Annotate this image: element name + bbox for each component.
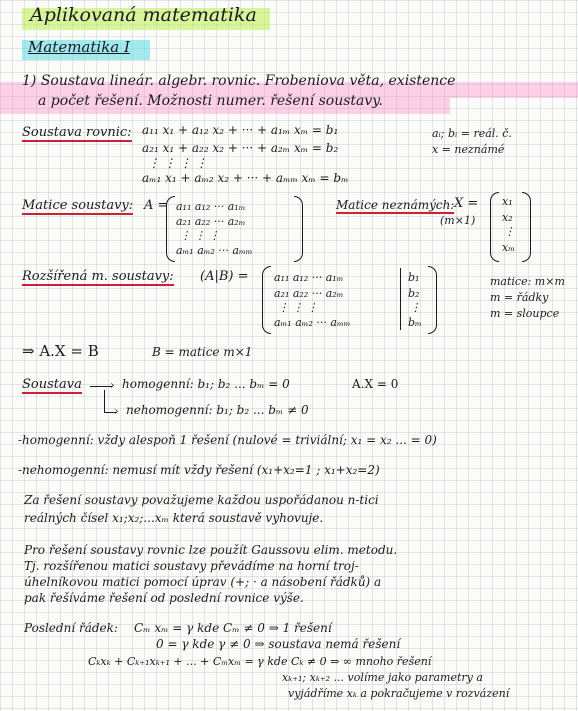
para2-line-2: Tj. rozšířenou matici soustavy převádíme na horní troj- [24,559,359,573]
extended-b2: b₂ [408,287,420,300]
homog-line: -homogenní: vždy alespoň 1 řešení (nulové = triviální; x₁ = x₂ ... = 0) [18,433,437,447]
matrix-a-row-1: a₁₁ a₁₂ ··· a₁ₘ [176,200,246,213]
matrix-a-row-2: a₂₁ a₂₂ ··· a₂ₘ [176,215,246,228]
extended-note-2: m = řádky [490,291,549,304]
matrix-x-right-paren [522,192,531,262]
system-eq-2: a₂₁ x₁ + a₂₂ x₂ + ··· + a₂ₘ xₘ = b₂ [142,141,339,155]
question-line-1: 1) Soustava lineár. algebr. rovnic. Frobeniova věta, existence [22,73,456,89]
extended-note-1: matice: m×m [490,275,565,288]
matrix-a-right-paren [294,196,303,262]
system-label: Soustava rovnic: [22,125,132,140]
extended-row-2: a₂₁ a₂₂ ··· a₂ₘ [274,287,344,300]
arrow-branch-icon [104,390,105,412]
extended-row-1: a₁₁ a₁₂ ··· a₁ₘ [274,271,344,284]
extended-lhs: (A|B) = [200,269,249,284]
matrix-x-dim: (m×1) [440,214,476,227]
matrix-a-row-3: ⋮ ⋮ ⋮ [180,229,220,242]
last-row-4: xₖ₊₁; xₖ₊₂ ... volíme jako parametry a [282,671,483,684]
extended-row-4: aₘ₁ aₘ₂ ··· aₘₘ [274,316,351,329]
extended-b4: bₘ [408,316,422,329]
matrix-a-label: Matice soustavy: [22,198,134,213]
extended-label: Rozšířená m. soustavy: [22,269,174,284]
extended-row-3: ⋮ ⋮ ⋮ [278,301,318,314]
types-homog-eq: A.X = 0 [352,377,399,391]
extended-right-paren [428,266,437,334]
para2-line-3: úhelníkovou matici pomocí úprav (+; · a násobení řádků) a [24,575,382,589]
system-eq-m: aₘ₁ x₁ + aₘ₂ x₂ + ··· + aₘₘ xₘ = bₘ [142,171,349,185]
axb-equation: ⇒ A.X = B [22,342,99,360]
axb-note: B = matice m×1 [152,345,253,359]
para2-line-1: Pro řešení soustavy rovnic lze použít Gaussovu elim. metodu. [24,543,398,557]
arrow-head-1-icon: › [110,378,115,392]
system-note-1: aᵢ; bᵢ = reál. č. [432,127,512,140]
system-eq-1: a₁₁ x₁ + a₁₂ x₂ + ··· + a₁ₘ xₘ = b₁ [142,123,339,137]
arrow-head-2-icon: › [114,404,119,418]
last-row-label: Poslední řádek: [24,621,118,635]
arrow-homog-icon [90,386,112,387]
page-subtitle: Matematika I [28,38,130,56]
matrix-x-e2: x₂ [502,211,513,224]
matrix-x-lhs: X = [454,196,479,211]
para2-line-4: pak řešíváme řešení od poslední rovnice výše. [24,591,304,605]
extended-b3: ⋮ [410,301,421,314]
matrix-a-left-paren [166,196,175,262]
question-line-2: a počet řešení. Možnosti numer. řešení soustavy. [38,93,383,109]
last-row-3: Cₖxₖ + Cₖ₊₁xₖ₊₁ + ... + Cₘxₘ = γ kde Cₖ ≠ 0 ⇒ ∞ mnoho řešení [88,655,432,668]
system-dots: ⋮ ⋮ ⋮ ⋮ [148,156,208,170]
matrix-a-lhs: A = [144,198,169,213]
last-row-1: Cₘ xₘ = γ kde Cₘ ≠ 0 ⇒ 1 řešení [134,621,332,635]
matrix-a-row-4: aₘ₁ aₘ₂ ··· aₘₘ [176,244,253,257]
system-note-2: x = neznámé [432,143,505,156]
extended-separator [400,268,401,330]
nehomog-line: -nehomogenní: nemusí mít vždy řešení (x₁+x₂=1 ; x₁+x₂=2) [18,463,380,477]
matrix-x-e4: xₘ [502,241,515,254]
matrix-x-e1: x₁ [502,195,513,208]
matrix-x-left-paren [490,192,499,262]
matrix-x-e3: ⋮ [504,225,515,238]
para1-line-2: reálných čísel x₁;x₂;...xₘ která soustavě vyhovuje. [24,511,324,525]
last-row-5: vyjádříme xₖ a pokračujeme v rozvázení [288,687,510,700]
page-title: Aplikovaná matematika [30,4,257,26]
types-label: Soustava [22,377,82,392]
last-row-2: 0 = γ kde γ ≠ 0 ⇒ soustava nemá řešení [156,637,401,651]
matrix-x-label: Matice neznámých: [336,198,455,212]
types-homog: homogenní: b₁; b₂ ... bₘ = 0 [122,377,290,391]
extended-left-paren [262,266,271,334]
extended-b1: b₁ [408,271,420,284]
para1-line-1: Za řešení soustavy považujeme každou uspořádanou n-tici [24,493,379,507]
extended-note-3: m = sloupce [490,307,560,320]
types-nehomog: nehomogenní: b₁; b₂ ... bₘ ≠ 0 [126,403,309,417]
